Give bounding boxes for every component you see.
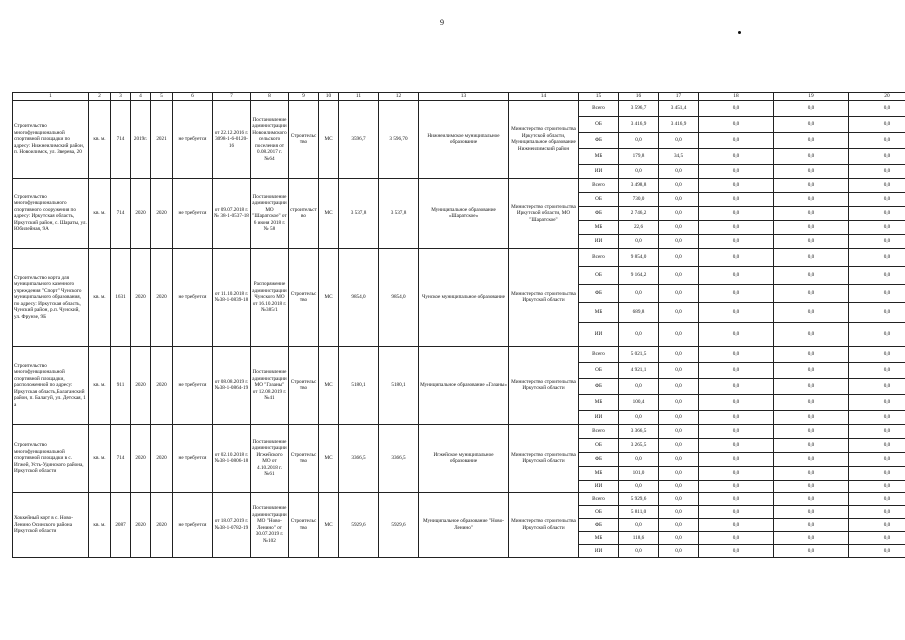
funding-value: 0,0 [849, 132, 905, 148]
project-1-c13: Нижнеилимское муниципальное образование [419, 100, 509, 178]
funding-value: 0,0 [774, 132, 849, 148]
project-1-c1: Строительство многофункциональной спортивной площадки по адресу: Нижнеилимский район, п. Новоилимск, ул. Зверева, 20 [13, 100, 89, 178]
project-2-c12: 3 537,8 [379, 178, 419, 248]
project-4-c14: Министерство строительства Иркутской области [509, 346, 579, 424]
project-2-c1: Строительство многофункционального спортивного сооружения по адресу: Иркутская область, Иркутский район, с. Шараты, ул. Юбилейная, 9А [13, 178, 89, 248]
project-6-c14: Министерство строительства Иркутской области [509, 492, 579, 557]
project-2-c14: Министерство строительства Иркутской области, МО "Шаратское" [509, 178, 579, 248]
funding-value: 118,6 [619, 531, 659, 544]
funding-type: ОБ [579, 116, 619, 132]
funding-value: 0,0 [774, 220, 849, 234]
project-5-c12: 3366,5 [379, 424, 419, 492]
column-number-3: 3 [111, 93, 131, 101]
funding-type: ОБ [579, 192, 619, 206]
project-4-c13: Муниципальное образование «Газаны» [419, 346, 509, 424]
project-4-c11: 5180,1 [339, 346, 379, 424]
funding-value: 0,0 [849, 544, 905, 557]
page-number: 9 [440, 18, 444, 27]
funding-value: 0,0 [659, 302, 699, 322]
column-number-2: 2 [89, 93, 111, 101]
project-1-c11: 3596,7 [339, 100, 379, 178]
funding-value: 0,0 [619, 132, 659, 148]
funding-value: 5 929,6 [619, 492, 659, 505]
project-3-c11: 9854,0 [339, 248, 379, 346]
project-3-c1: Строительство корта для муниципального казенного учреждения "Спорт" Чунского муниципального образования, по адресу: Иркутская область, Чунский район, р.п. Чунский, ул. Фрунзе, 9Б [13, 248, 89, 346]
project-1-c3: 714 [111, 100, 131, 178]
project-6-c2: кв. м. [89, 492, 111, 557]
project-4-c12: 5180,1 [379, 346, 419, 424]
project-4-c4: 2020 [131, 346, 151, 424]
funding-value: 0,0 [619, 452, 659, 466]
funding-value: 0,0 [849, 148, 905, 164]
funding-value: 0,0 [774, 206, 849, 220]
column-number-20: 20 [849, 93, 905, 101]
funding-value: 0,0 [699, 531, 774, 544]
funding-value: 0,0 [659, 424, 699, 438]
project-3-c2: кв. м. [89, 248, 111, 346]
project-6-c11: 5929,6 [339, 492, 379, 557]
funding-value: 0,0 [849, 518, 905, 531]
project-2-c2: кв. м. [89, 178, 111, 248]
project-1-c8: Постановление администрации Новоилимского сельского поселения от 0.08.2017 г. №64 [251, 100, 289, 178]
funding-value: 0,0 [659, 410, 699, 424]
funding-value: 0,0 [849, 505, 905, 518]
project-1-c12: 3 596,70 [379, 100, 419, 178]
project-5-c8: Постановление администрации Игжейского МО от 4.10.2018 г. №61 [251, 424, 289, 492]
funding-value: 0,0 [619, 544, 659, 557]
funding-value: 0,0 [659, 346, 699, 362]
funding-value: 0,0 [849, 266, 905, 284]
project-6-c10: МС [319, 492, 339, 557]
funding-value: 0,0 [699, 100, 774, 116]
funding-type: МБ [579, 220, 619, 234]
funding-type: ИИ [579, 234, 619, 248]
project-3-c5: 2020 [151, 248, 173, 346]
funding-value: 0,0 [699, 362, 774, 378]
funding-value: 3 416,9 [619, 116, 659, 132]
project-5-c1: Строительство многофункциональной спортивной площадки в с. Игжей, Усть-Удинского района, Иркутской области [13, 424, 89, 492]
column-number-14: 14 [509, 93, 579, 101]
funding-value: 0,0 [849, 206, 905, 220]
funding-value: 0,0 [699, 378, 774, 394]
column-number-6: 6 [173, 93, 213, 101]
funding-type: ИИ [579, 322, 619, 346]
project-1-c9: Строительство [289, 100, 319, 178]
funding-value: 0,0 [659, 322, 699, 346]
funding-value: 0,0 [619, 284, 659, 302]
project-5-c7: от 02.10.2018 г. №38-1-0806-18 [213, 424, 251, 492]
project-2-c9: строительство [289, 178, 319, 248]
project-3-c12: 9854,0 [379, 248, 419, 346]
funding-type: МБ [579, 302, 619, 322]
funding-value: 0,0 [659, 394, 699, 410]
project-2-c11: 3 537,8 [339, 178, 379, 248]
funding-value: 0,0 [849, 410, 905, 424]
column-number-8: 8 [251, 93, 289, 101]
funding-value: 3 416,9 [659, 116, 699, 132]
funding-value: 0,0 [699, 480, 774, 492]
funding-type: МБ [579, 148, 619, 164]
funding-value: 0,0 [659, 248, 699, 266]
funding-value: 0,0 [659, 132, 699, 148]
project-4-c10: МС [319, 346, 339, 424]
column-number-9: 9 [289, 93, 319, 101]
funding-type: Всего [579, 178, 619, 192]
funding-type: ИИ [579, 480, 619, 492]
funding-type: ИИ [579, 164, 619, 178]
funding-type: ИИ [579, 410, 619, 424]
funding-value: 0,0 [699, 466, 774, 480]
funding-value: 0,0 [774, 346, 849, 362]
project-6-c13: Муниципальное образование "Ново-Ленино" [419, 492, 509, 557]
funding-value: 0,0 [699, 266, 774, 284]
funding-type: ФБ [579, 284, 619, 302]
funding-value: 0,0 [774, 518, 849, 531]
funding-value: 4 921,1 [619, 362, 659, 378]
funding-value: 0,0 [774, 410, 849, 424]
funding-value: 0,0 [699, 284, 774, 302]
funding-value: 22,6 [619, 220, 659, 234]
project-1-c6: не требуется [173, 100, 213, 178]
funding-type: ФБ [579, 378, 619, 394]
funding-value: 0,0 [699, 132, 774, 148]
project-3-c6: не требуется [173, 248, 213, 346]
funding-value: 0,0 [774, 492, 849, 505]
funding-value: 0,0 [774, 148, 849, 164]
funding-type: ИИ [579, 544, 619, 557]
column-number-10: 10 [319, 93, 339, 101]
funding-type: ФБ [579, 132, 619, 148]
column-number-1: 1 [13, 93, 89, 101]
project-3-c10: МС [319, 248, 339, 346]
funding-value: 0,0 [774, 178, 849, 192]
funding-value: 0,0 [659, 452, 699, 466]
funding-value: 0,0 [774, 505, 849, 518]
funding-value: 0,0 [849, 220, 905, 234]
funding-value: 0,0 [774, 284, 849, 302]
funding-value: 0,0 [849, 531, 905, 544]
project-6-c9: Строительство [289, 492, 319, 557]
project-2-c5: 2020 [151, 178, 173, 248]
funding-type: ФБ [579, 206, 619, 220]
project-5-c11: 3366,5 [339, 424, 379, 492]
project-1-c4: 2019г. [131, 100, 151, 178]
project-5-c6: не требуется [173, 424, 213, 492]
project-6-c1: Хоккейный корт в с. Ново-Ленино Осинского района Иркутской области [13, 492, 89, 557]
project-3-c4: 2020 [131, 248, 151, 346]
funding-type: Всего [579, 346, 619, 362]
project-4-c1: Строительство многофункциональной спортивной площадки, расположенной по адресу: Иркутская область,Балаганский район, п. Балагуй, ул. Детская, 1 а [13, 346, 89, 424]
funding-value: 0,0 [849, 378, 905, 394]
funding-value: 0,0 [659, 192, 699, 206]
funding-value: 0,0 [659, 466, 699, 480]
funding-value: 0,0 [849, 346, 905, 362]
funding-value: 0,0 [659, 164, 699, 178]
funding-value: 0,0 [849, 302, 905, 322]
funding-value: 0,0 [774, 164, 849, 178]
funding-value: 0,0 [699, 424, 774, 438]
funding-value: 3 451,4 [659, 100, 699, 116]
funding-value: 0,0 [619, 378, 659, 394]
funding-value: 0,0 [849, 438, 905, 452]
funding-value: 0,0 [619, 410, 659, 424]
funding-type: ФБ [579, 518, 619, 531]
column-number-4: 4 [131, 93, 151, 101]
project-2-c8: Постановление администрации МО "Шаратское" от 6 июня 2018 г. № 58 [251, 178, 289, 248]
funding-value: 0,0 [774, 452, 849, 466]
funding-value: 689,8 [619, 302, 659, 322]
funding-value: 0,0 [699, 302, 774, 322]
funding-value: 5 021,5 [619, 346, 659, 362]
funding-value: 0,0 [699, 192, 774, 206]
funding-value: 0,0 [774, 466, 849, 480]
funding-value: 0,0 [659, 518, 699, 531]
project-1-c7: от 22.12.2016 г. 3098-1-6-0120-16 [213, 100, 251, 178]
project-5-c10: МС [319, 424, 339, 492]
funding-value: 0,0 [774, 192, 849, 206]
funding-type: ОБ [579, 362, 619, 378]
funding-value: 0,0 [849, 164, 905, 178]
funding-value: 0,0 [849, 466, 905, 480]
column-number-19: 19 [774, 93, 849, 101]
funding-value: 0,0 [849, 424, 905, 438]
project-1-c14: Министерство строительства Иркутской области, Муниципальное образование Нижнеилимский район [509, 100, 579, 178]
funding-value: 0,0 [774, 362, 849, 378]
funding-value: 0,0 [659, 492, 699, 505]
funding-value: 0,0 [659, 266, 699, 284]
project-1-c10: МС [319, 100, 339, 178]
project-5-c5: 2020 [151, 424, 173, 492]
project-2-c7: от 09.07.2018 г. № 38-1-0537-18 [213, 178, 251, 248]
project-4-c8: Постановление администрации МО "Газаны" от 12.08.2019 г. №41 [251, 346, 289, 424]
project-6-c4: 2020 [131, 492, 151, 557]
project-2-c4: 2020 [131, 178, 151, 248]
funding-value: 100,4 [619, 394, 659, 410]
funding-value: 0,0 [849, 480, 905, 492]
funding-value: 0,0 [774, 302, 849, 322]
funding-value: 0,0 [699, 346, 774, 362]
funding-type: МБ [579, 394, 619, 410]
funding-value: 0,0 [699, 518, 774, 531]
project-2-c10: МС [319, 178, 339, 248]
funding-value: 0,0 [774, 100, 849, 116]
column-number-row [13, 93, 905, 101]
project-5-c2: кв. м. [89, 424, 111, 492]
column-number-17: 17 [659, 93, 699, 101]
column-number-18: 18 [699, 93, 774, 101]
funding-value: 3 265,5 [619, 438, 659, 452]
funding-type: МБ [579, 466, 619, 480]
project-4-c5: 2020 [151, 346, 173, 424]
funding-value: 0,0 [699, 410, 774, 424]
funding-type: МБ [579, 531, 619, 544]
funding-type: Всего [579, 492, 619, 505]
project-6-c12: 5929,6 [379, 492, 419, 557]
funding-value: 0,0 [619, 480, 659, 492]
funding-value: 0,0 [774, 531, 849, 544]
table-row [13, 178, 905, 192]
funding-value: 0,0 [774, 266, 849, 284]
project-6-c6: не требуется [173, 492, 213, 557]
projects-table [12, 92, 905, 558]
project-5-c4: 2020 [131, 424, 151, 492]
funding-value: 0,0 [849, 192, 905, 206]
column-number-7: 7 [213, 93, 251, 101]
funding-value: 2 746,2 [619, 206, 659, 220]
funding-value: 0,0 [774, 248, 849, 266]
funding-value: 0,0 [849, 492, 905, 505]
funding-value: 0,0 [699, 505, 774, 518]
funding-value: 0,0 [699, 220, 774, 234]
funding-value: 0,0 [774, 322, 849, 346]
funding-value: 0,0 [619, 234, 659, 248]
project-1-c2: кв. м. [89, 100, 111, 178]
funding-value: 0,0 [619, 164, 659, 178]
funding-value: 0,0 [699, 178, 774, 192]
funding-value: 0,0 [774, 544, 849, 557]
project-2-c13: Муниципальное образование «Шаратское» [419, 178, 509, 248]
funding-value: 0,0 [849, 116, 905, 132]
funding-type: Всего [579, 248, 619, 266]
column-number-12: 12 [379, 93, 419, 101]
funding-value: 0,0 [849, 322, 905, 346]
table-row [13, 100, 905, 116]
funding-value: 0,0 [699, 492, 774, 505]
funding-value: 0,0 [774, 424, 849, 438]
funding-value: 0,0 [659, 378, 699, 394]
funding-value: 0,0 [659, 438, 699, 452]
project-3-c13: Чунское муниципальное образование [419, 248, 509, 346]
funding-value: 0,0 [659, 531, 699, 544]
funding-value: 0,0 [699, 544, 774, 557]
funding-value: 0,0 [699, 116, 774, 132]
funding-value: 0,0 [774, 480, 849, 492]
project-5-c9: Строительство [289, 424, 319, 492]
funding-value: 0,0 [849, 394, 905, 410]
project-4-c6: не требуется [173, 346, 213, 424]
column-number-16: 16 [619, 93, 659, 101]
project-4-c7: от 08.08.2019 г. №38-1-0864-19 [213, 346, 251, 424]
project-5-c14: Министерство строительства Иркутской области [509, 424, 579, 492]
funding-value: 0,0 [699, 206, 774, 220]
project-6-c8: Постановление администрации МО "Ново-Ленино" от 30.07.2019 г. №102 [251, 492, 289, 557]
funding-value: 0,0 [659, 544, 699, 557]
funding-value: 3 498,8 [619, 178, 659, 192]
project-4-c9: Строительство [289, 346, 319, 424]
funding-value: 0,0 [774, 116, 849, 132]
project-3-c9: Строительство [289, 248, 319, 346]
project-6-c3: 2087 [111, 492, 131, 557]
funding-value: 3 366,5 [619, 424, 659, 438]
funding-value: 0,0 [699, 248, 774, 266]
project-2-c3: 714 [111, 178, 131, 248]
funding-value: 0,0 [619, 322, 659, 346]
table-row [13, 248, 905, 266]
funding-value: 34,5 [659, 148, 699, 164]
project-1-c5: 2021 [151, 100, 173, 178]
funding-value: 0,0 [659, 178, 699, 192]
project-5-c13: Игжейское муниципальное образование [419, 424, 509, 492]
column-number-15: 15 [579, 93, 619, 101]
funding-value: 0,0 [699, 322, 774, 346]
project-6-c5: 2020 [151, 492, 173, 557]
funding-type: ОБ [579, 505, 619, 518]
funding-value: 0,0 [774, 394, 849, 410]
funding-value: 0,0 [699, 394, 774, 410]
project-3-c8: Распоряжение администрации Чунского МО от 16.10.2018 г. №385/1 [251, 248, 289, 346]
funding-value: 0,0 [659, 284, 699, 302]
funding-value: 5 811,0 [619, 505, 659, 518]
table-row [13, 492, 905, 505]
funding-value: 0,0 [849, 362, 905, 378]
funding-type: Всего [579, 100, 619, 116]
project-5-c3: 714 [111, 424, 131, 492]
project-4-c2: кв. м. [89, 346, 111, 424]
funding-value: 0,0 [659, 206, 699, 220]
funding-value: 0,0 [699, 438, 774, 452]
funding-value: 0,0 [659, 480, 699, 492]
funding-value: 0,0 [849, 248, 905, 266]
funding-value: 0,0 [659, 362, 699, 378]
funding-type: ОБ [579, 438, 619, 452]
funding-value: 0,0 [849, 284, 905, 302]
funding-type: ФБ [579, 452, 619, 466]
column-number-5: 5 [151, 93, 173, 101]
funding-value: 9 164,2 [619, 266, 659, 284]
funding-value: 0,0 [849, 100, 905, 116]
funding-value: 101,0 [619, 466, 659, 480]
project-3-c3: 1631 [111, 248, 131, 346]
funding-value: 0,0 [659, 220, 699, 234]
funding-value: 0,0 [774, 234, 849, 248]
project-4-c3: 911 [111, 346, 131, 424]
funding-value: 0,0 [774, 378, 849, 394]
funding-value: 0,0 [699, 164, 774, 178]
project-3-c14: Министерство строительства Иркутской области [509, 248, 579, 346]
funding-value: 0,0 [619, 518, 659, 531]
funding-value: 730,0 [619, 192, 659, 206]
funding-value: 179,8 [619, 148, 659, 164]
funding-value: 0,0 [849, 234, 905, 248]
funding-value: 0,0 [849, 178, 905, 192]
column-number-13: 13 [419, 93, 509, 101]
project-6-c7: от 18.07.2019 г. №38-1-0782-19 [213, 492, 251, 557]
funding-type: ОБ [579, 266, 619, 284]
funding-value: 0,0 [849, 452, 905, 466]
table-row [13, 424, 905, 438]
funding-value: 9 854,0 [619, 248, 659, 266]
table-row [13, 346, 905, 362]
funding-value: 0,0 [774, 438, 849, 452]
column-number-11: 11 [339, 93, 379, 101]
project-2-c6: не требуется [173, 178, 213, 248]
funding-value: 0,0 [699, 452, 774, 466]
project-3-c7: от 11.10.2018 г. №38-1-0839-18 [213, 248, 251, 346]
funding-value: 0,0 [659, 505, 699, 518]
funding-value: 0,0 [659, 234, 699, 248]
funding-value: 3 596,7 [619, 100, 659, 116]
funding-value: 0,0 [699, 234, 774, 248]
scan-speck [738, 31, 741, 34]
funding-type: Всего [579, 424, 619, 438]
funding-value: 0,0 [699, 148, 774, 164]
